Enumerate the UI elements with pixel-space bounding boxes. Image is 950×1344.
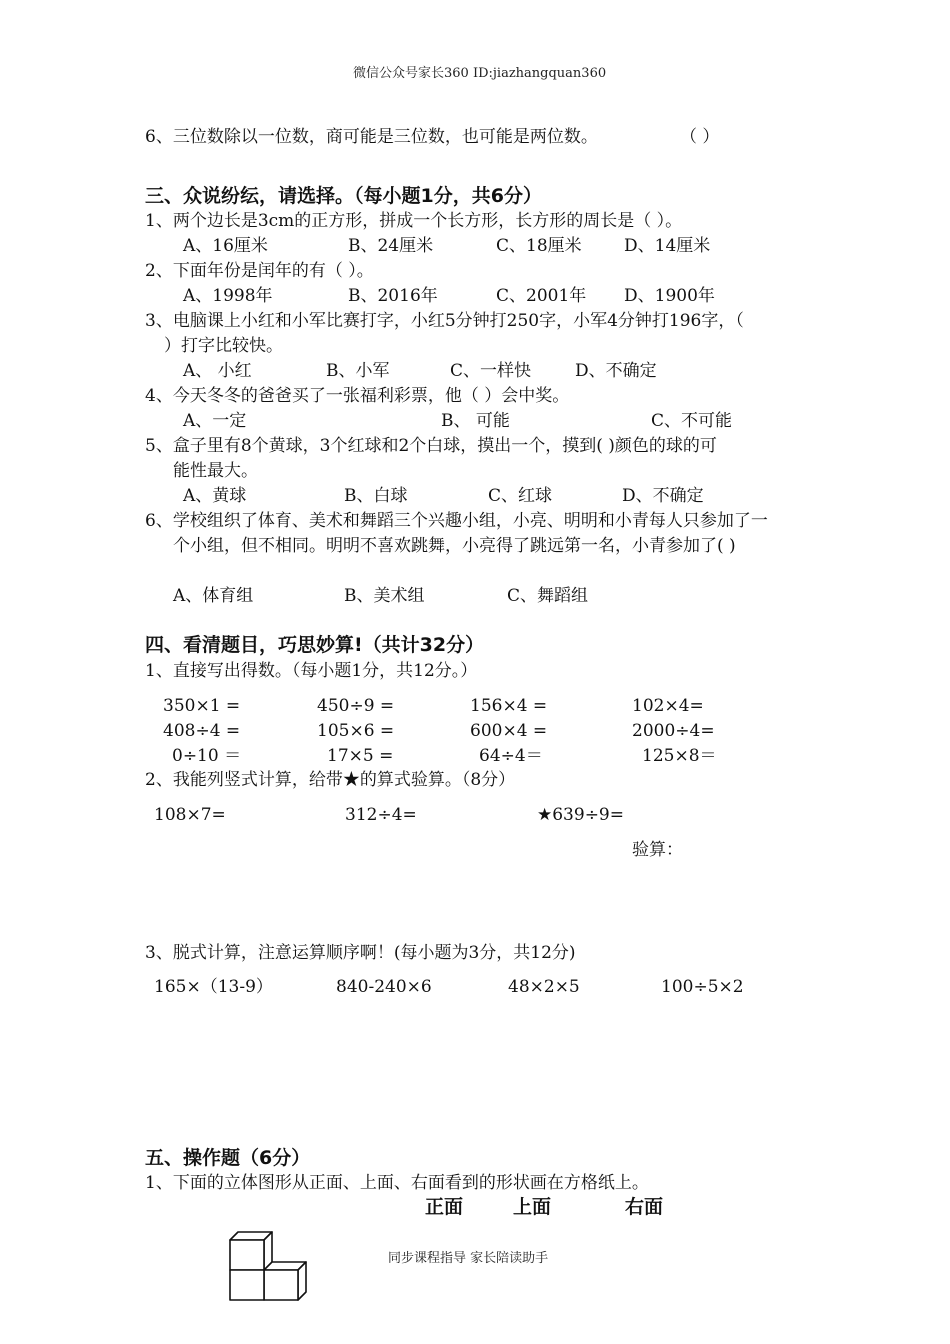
choice-q5-stem: 5、盒子里有8个黄球，3个红球和2个白球，摸出一个，摸到( )颜色的球的可 bbox=[145, 436, 717, 456]
check-label: 验算： bbox=[632, 840, 683, 860]
mixed-calc-item: 165×（13-9） bbox=[154, 977, 273, 997]
view-label-top: 上面 bbox=[513, 1196, 552, 1218]
calc-item: 350×1 = bbox=[163, 696, 241, 716]
choice-q2-stem: 2、下面年份是闰年的有（ ）。 bbox=[145, 261, 374, 281]
vertical-calc-item: 108×7= bbox=[154, 805, 226, 825]
judge-answer-paren: （ ） bbox=[680, 127, 720, 147]
section-4-title: 四、看清题目，巧思妙算!（共计32分） bbox=[145, 634, 485, 656]
calc-item: 600×4 = bbox=[470, 721, 548, 741]
section-3-title: 三、众说纷纭，请选择。（每小题1分，共6分） bbox=[145, 185, 542, 207]
choice-q4-option-b: B、 可能 bbox=[441, 411, 510, 431]
choice-q6-option-a: A、体育组 bbox=[173, 586, 254, 606]
mixed-calc-item: 840-240×6 bbox=[336, 977, 432, 997]
part-3-instruction: 3、脱式计算，注意运算顺序啊！(每小题为3分，共12分) bbox=[145, 943, 576, 963]
section-5-title: 五、操作题（6分） bbox=[145, 1147, 311, 1169]
calc-item: 125×8＝ bbox=[642, 746, 717, 766]
choice-q1-option-a: A、16厘米 bbox=[183, 236, 268, 256]
choice-q2-option-c: C、2001年 bbox=[496, 286, 587, 306]
choice-q2-option-d: D、1900年 bbox=[624, 286, 715, 306]
choice-q6-stem-cont: 个小组，但不相同。明明不喜欢跳舞，小亮得了跳远第一名，小青参加了( ) bbox=[173, 536, 736, 556]
choice-q3-stem-cont: ）打字比较快。 bbox=[164, 336, 283, 356]
mixed-calc-item: 100÷5×2 bbox=[661, 977, 744, 997]
calc-item: 450÷9 = bbox=[317, 696, 395, 716]
calc-item: 17×5 = bbox=[327, 746, 394, 766]
choice-q4-option-a: A、一定 bbox=[183, 411, 247, 431]
section-5-instruction: 1、下面的立体图形从正面、上面、右面看到的形状画在方格纸上。 bbox=[145, 1173, 649, 1193]
part-1-instruction: 1、直接写出得数。（每小题1分，共12分。） bbox=[145, 661, 478, 681]
choice-q5-option-b: B、白球 bbox=[344, 486, 408, 506]
calc-item: 105×6 = bbox=[317, 721, 395, 741]
calc-item: 102×4= bbox=[632, 696, 704, 716]
page-footer: 同步课程指导 家长陪读助手 bbox=[388, 1251, 549, 1266]
choice-q3-option-a: A、 小红 bbox=[183, 361, 252, 381]
vertical-calc-item: 312÷4= bbox=[345, 805, 417, 825]
judge-question-6: 6、三位数除以一位数，商可能是三位数，也可能是两位数。 bbox=[145, 127, 598, 147]
calc-item: 408÷4 = bbox=[163, 721, 241, 741]
choice-q3-option-d: D、不确定 bbox=[575, 361, 657, 381]
choice-q6-option-b: B、美术组 bbox=[344, 586, 425, 606]
choice-q5-stem-cont: 能性最大。 bbox=[173, 461, 258, 481]
calc-item: 156×4 = bbox=[470, 696, 548, 716]
calc-item: 2000÷4= bbox=[632, 721, 715, 741]
view-label-right: 右面 bbox=[625, 1196, 664, 1218]
choice-q1-stem: 1、两个边长是3cm的正方形，拼成一个长方形，长方形的周长是（ ）。 bbox=[145, 211, 683, 231]
choice-q3-stem: 3、电脑课上小红和小军比赛打字，小红5分钟打250字，小军4分钟打196字，（ bbox=[145, 311, 744, 331]
choice-q3-option-c: C、一样快 bbox=[450, 361, 532, 381]
choice-q2-option-b: B、2016年 bbox=[348, 286, 438, 306]
choice-q4-stem: 4、今天冬冬的爸爸买了一张福利彩票，他（ ）会中奖。 bbox=[145, 386, 570, 406]
mixed-calc-item: 48×2×5 bbox=[508, 977, 580, 997]
page-header: 微信公众号家长360 ID:jiazhangquan360 bbox=[353, 66, 607, 81]
choice-q1-option-b: B、24厘米 bbox=[348, 236, 434, 256]
choice-q4-option-c: C、不可能 bbox=[651, 411, 733, 431]
cube-stack-figure bbox=[226, 1230, 312, 1302]
view-label-front: 正面 bbox=[425, 1196, 464, 1218]
choice-q5-option-a: A、黄球 bbox=[183, 486, 247, 506]
choice-q3-option-b: B、小军 bbox=[326, 361, 390, 381]
choice-q1-option-c: C、18厘米 bbox=[496, 236, 582, 256]
choice-q5-option-d: D、不确定 bbox=[622, 486, 704, 506]
choice-q2-option-a: A、1998年 bbox=[183, 286, 273, 306]
calc-item: 64÷4＝ bbox=[479, 746, 543, 766]
calc-item: 0÷10 ＝ bbox=[172, 746, 242, 766]
choice-q1-option-d: D、14厘米 bbox=[624, 236, 711, 256]
choice-q5-option-c: C、红球 bbox=[488, 486, 553, 506]
choice-q6-option-c: C、舞蹈组 bbox=[507, 586, 589, 606]
part-2-instruction: 2、我能列竖式计算，给带★的算式验算。（8分） bbox=[145, 770, 516, 790]
choice-q6-stem: 6、学校组织了体育、美术和舞蹈三个兴趣小组，小亮、明明和小青每人只参加了一 bbox=[145, 511, 768, 531]
vertical-calc-item-starred: ★639÷9= bbox=[537, 805, 624, 825]
